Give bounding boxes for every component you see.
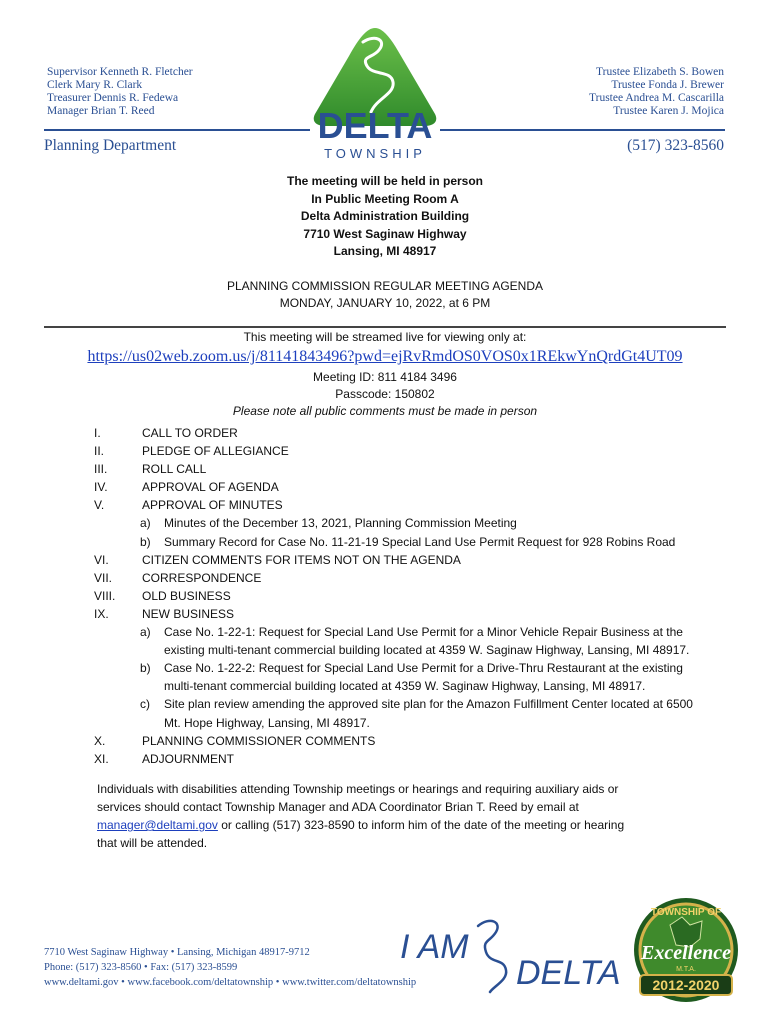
official-name: Treasurer Dennis R. Fedewa [47,92,179,104]
footer-web-links: www.deltami.gov • www.facebook.com/deltatownship • www.twitter.com/deltatownship [44,977,417,988]
agenda-item [94,478,734,496]
agenda-item-text: APPROVAL OF AGENDA [142,480,279,495]
subitem-text: existing multi-tenant commercial building located at 4359 W. Saginaw Highway, Lansing, MI 48917. [164,643,690,658]
agenda-item-text: PLEDGE OF ALLEGIANCE [142,444,289,459]
agenda-item [94,496,734,514]
delta-township-logo [305,26,445,164]
agenda-list [94,424,734,768]
notice-line [97,816,697,834]
official-name: Trustee Fonda J. Brewer [611,79,724,91]
official-name: Trustee Andrea M. Cascarilla [589,92,724,104]
section-divider [44,326,726,328]
agenda-item [94,750,734,768]
agenda-item-text: CITIZEN COMMENTS FOR ITEMS NOT ON THE AGENDA [142,552,461,567]
zoom-meeting-link[interactable]: https://us02web.zoom.us/j/81141843496?pwd=ejRvRmdOS0VOS0x1REkwYnQrdGt4UT09 [87,348,683,365]
subitem-text: Case No. 1-22-2: Request for Special Land Use Permit for a Drive-Thru Restaurant at the existing [164,661,683,676]
location-line: The meeting will be held in person [286,174,484,188]
meeting-credentials [0,369,770,420]
location-line: Delta Administration Building [300,209,470,223]
slogan-right: DELTA [516,954,621,992]
agenda-subitem-continuation [94,641,734,659]
notice-line-rest: or calling (517) 323-8590 to inform him of the date of the meeting or hearing [217,818,625,832]
stream-note: This meeting will be streamed live for viewing only at: [243,330,527,344]
meeting-passcode: Passcode: 150802 [335,387,435,401]
department-phone: (517) 323-8560 [627,137,724,154]
subitem-letter: a) [140,516,151,531]
official-name: Trustee Elizabeth S. Bowen [596,66,724,78]
official-name: Trustee Karen J. Mojica [613,105,724,117]
accessibility-notice [97,780,697,852]
agenda-item-text: ADJOURNMENT [142,751,234,766]
agenda-item-number: I. [94,426,101,440]
meeting-id: Meeting ID: 811 4184 3496 [313,370,457,384]
notice-line: services should contact Township Manager and ADA Coordinator Brian T. Reed by email at [97,800,579,814]
agenda-item-text: CALL TO ORDER [142,426,238,440]
location-line: 7710 West Saginaw Highway [303,226,467,241]
official-name: Clerk Mary R. Clark [47,79,143,91]
subitem-letter: a) [140,625,151,640]
agenda-item-text: CORRESPONDENCE [142,570,262,585]
agenda-subitem [94,659,734,677]
department-name: Planning Department [44,137,177,154]
agenda-item-number: VI. [94,552,109,567]
logo-wordmark: DELTA [317,105,433,146]
subitem-text: Mt. Hope Highway, Lansing, MI 48917. [164,715,370,730]
agenda-subitem [94,514,734,532]
agenda-heading [0,278,770,312]
header-divider-right [440,129,725,131]
official-name: Manager Brian T. Reed [47,105,155,117]
subitem-text: Summary Record for Case No. 11-21-19 Special Land Use Permit Request for 928 Robins Road [164,534,676,549]
i-am-delta-slogan [398,912,630,994]
agenda-item-number: VIII. [94,588,116,603]
notice-line: Individuals with disabilities attending Township meetings or hearings and requiring auxiliary aids or [97,782,619,796]
agenda-item-number: VII. [94,570,113,585]
logo-subword: TOWNSHIP [324,146,426,161]
seal-years-text: 2012-2020 [652,977,720,993]
notice-line: that will be attended. [97,836,208,850]
agenda-item [94,460,734,478]
subitem-text: Case No. 1-22-1: Request for Special Land Use Permit for a Minor Vehicle Repair Business at the [164,625,683,640]
trustee-officials-list [589,66,724,118]
agenda-item-text: NEW BUSINESS [142,606,235,621]
subitem-letter: b) [140,534,151,549]
subitem-letter: b) [140,661,151,676]
agenda-item-number: X. [94,733,106,748]
seal-mid-text: Excellence [641,942,731,964]
agenda-subitem-continuation [94,714,734,732]
footer-address: 7710 West Saginaw Highway • Lansing, Michigan 48917-9712 [44,947,310,958]
agenda-item [94,569,734,587]
meeting-location [0,173,770,261]
agenda-subitem [94,623,734,641]
agenda-item [94,551,734,569]
excellence-award-seal [630,895,742,1005]
subitem-text: Minutes of the December 13, 2021, Planning Commission Meeting [164,516,517,531]
agenda-date: MONDAY, JANUARY 10, 2022, at 6 PM [279,296,491,310]
slogan-left: I AM [400,928,469,966]
agenda-item-number: V. [94,498,105,513]
agenda-item-number: IV. [94,480,108,495]
agenda-item-number: IX. [94,606,109,621]
agenda-item [94,424,734,442]
agenda-item-number: II. [94,444,105,459]
zoom-link-container [0,348,770,366]
official-name: Supervisor Kenneth R. Fletcher [47,66,193,78]
agenda-item-number: III. [94,462,108,477]
footer-contact [44,945,416,990]
agenda-subitem [94,695,734,713]
agenda-item [94,587,734,605]
agenda-item-text: PLANNING COMMISSIONER COMMENTS [142,733,376,748]
supervisor-officials-list [47,66,193,118]
agenda-item-text: APPROVAL OF MINUTES [142,498,283,513]
public-comment-note: Please note all public comments must be made in person [232,404,538,418]
agenda-subitem-continuation [94,677,734,695]
agenda-item [94,605,734,623]
agenda-item [94,732,734,750]
manager-email-link[interactable]: manager@deltami.gov [97,818,218,832]
footer-phone-fax: Phone: (517) 323-8560 • Fax: (517) 323-8599 [44,962,238,973]
subitem-text: Site plan review amending the approved site plan for the Amazon Fulfillment Center located at 6500 [164,697,693,712]
location-line: In Public Meeting Room A [311,191,459,206]
seal-top-text: TOWNSHIP OF [650,907,722,918]
agenda-item-text: ROLL CALL [142,462,207,477]
subitem-letter: c) [140,697,150,712]
seal-small-text: M.T.A. [676,966,696,973]
agenda-item-text: OLD BUSINESS [142,588,231,603]
agenda-subitem [94,533,734,551]
agenda-item [94,442,734,460]
agenda-title: PLANNING COMMISSION REGULAR MEETING AGENDA [226,279,544,293]
header-divider-left [44,129,310,131]
subitem-text: multi-tenant commercial building located at 4359 W. Saginaw Highway, Lansing, MI 48917. [164,679,646,694]
agenda-item-number: XI. [94,751,109,766]
location-line: Lansing, MI 48917 [333,244,437,258]
